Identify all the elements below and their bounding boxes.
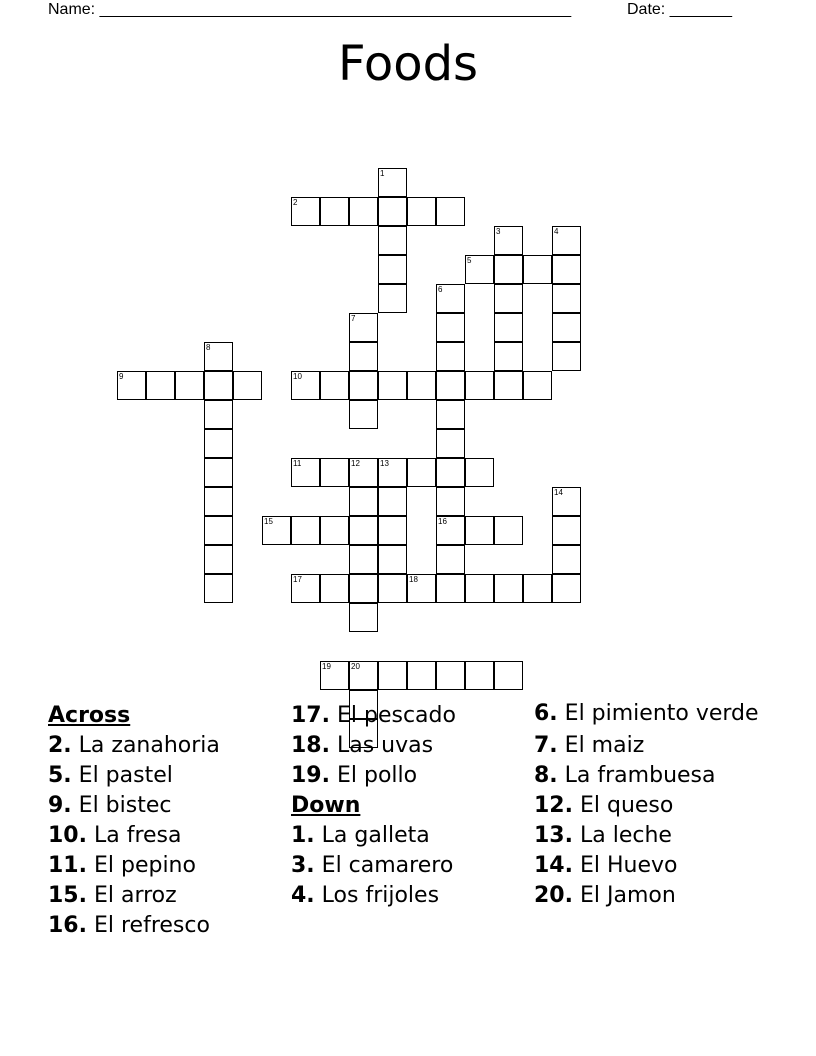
crossword-cell[interactable] bbox=[204, 458, 233, 487]
clue-number: 19 bbox=[322, 662, 331, 671]
crossword-cell[interactable] bbox=[552, 226, 581, 255]
clue-item bbox=[534, 791, 774, 821]
crossword-cell[interactable] bbox=[378, 284, 407, 313]
crossword-cell[interactable] bbox=[552, 284, 581, 313]
crossword-cell[interactable] bbox=[436, 661, 465, 690]
clue-item bbox=[48, 821, 278, 851]
crossword-cell[interactable] bbox=[552, 255, 581, 284]
down-clue-list bbox=[291, 821, 521, 911]
crossword-cell[interactable] bbox=[204, 545, 233, 574]
crossword-cell[interactable] bbox=[436, 342, 465, 371]
clue-text: La zanahoria bbox=[71, 733, 220, 758]
crossword-cell[interactable] bbox=[407, 371, 436, 400]
clue-number-label: 19. bbox=[291, 763, 330, 788]
clue-number-label: 18. bbox=[291, 733, 330, 758]
clue-number: 17 bbox=[293, 575, 302, 584]
crossword-cell[interactable] bbox=[291, 516, 320, 545]
clue-text: El pimiento verde bbox=[557, 701, 759, 726]
clue-number-label: 10. bbox=[48, 823, 87, 848]
crossword-cell[interactable] bbox=[407, 661, 436, 690]
crossword-cell[interactable] bbox=[262, 516, 291, 545]
clue-item bbox=[534, 761, 774, 791]
crossword-cell[interactable] bbox=[436, 313, 465, 342]
clue-number-label: 7. bbox=[534, 733, 558, 758]
clue-number: 10 bbox=[293, 372, 302, 381]
clue-number-label: 1. bbox=[291, 823, 315, 848]
crossword-cell[interactable] bbox=[320, 661, 349, 690]
across-heading: Across bbox=[48, 703, 131, 728]
crossword-cell[interactable] bbox=[175, 371, 204, 400]
clue-text: El bistec bbox=[71, 793, 172, 818]
crossword-cell[interactable] bbox=[465, 661, 494, 690]
clue-item bbox=[291, 881, 521, 911]
clue-number: 7 bbox=[351, 314, 356, 323]
crossword-cell[interactable] bbox=[320, 197, 349, 226]
clue-item bbox=[48, 881, 278, 911]
clue-number: 8 bbox=[206, 343, 211, 352]
crossword-cell[interactable] bbox=[349, 458, 378, 487]
name-field-label: Name: _____________________________________________________ bbox=[48, 1, 572, 18]
crossword-cell[interactable] bbox=[291, 574, 320, 603]
clue-item bbox=[48, 761, 278, 791]
clue-text: El queso bbox=[572, 793, 674, 818]
clue-text: La frambuesa bbox=[557, 763, 716, 788]
crossword-cell[interactable] bbox=[378, 661, 407, 690]
clue-item bbox=[48, 851, 278, 881]
clues-column-2 bbox=[291, 701, 521, 911]
crossword-cell[interactable] bbox=[204, 400, 233, 429]
clue-item bbox=[48, 911, 278, 941]
down-clue-list-continued bbox=[534, 701, 774, 911]
crossword-cell[interactable] bbox=[552, 313, 581, 342]
clues-column-1 bbox=[48, 701, 278, 941]
clue-number-label: 15. bbox=[48, 883, 87, 908]
clue-number-label: 14. bbox=[534, 853, 573, 878]
crossword-cell[interactable] bbox=[552, 342, 581, 371]
crossword-cell[interactable] bbox=[320, 371, 349, 400]
clue-item bbox=[291, 701, 521, 731]
crossword-cell[interactable] bbox=[552, 574, 581, 603]
crossword-cell[interactable] bbox=[378, 197, 407, 226]
crossword-cell[interactable] bbox=[465, 255, 494, 284]
crossword-cell[interactable] bbox=[494, 516, 523, 545]
crossword-cell[interactable] bbox=[378, 371, 407, 400]
crossword-cell[interactable] bbox=[349, 661, 378, 690]
crossword-cell[interactable] bbox=[204, 574, 233, 603]
crossword-cell[interactable] bbox=[349, 400, 378, 429]
crossword-cell[interactable] bbox=[378, 516, 407, 545]
clue-item bbox=[534, 851, 774, 881]
crossword-cell[interactable] bbox=[349, 342, 378, 371]
clue-item bbox=[291, 731, 521, 761]
crossword-cell[interactable] bbox=[349, 197, 378, 226]
clue-number-label: 9. bbox=[48, 793, 72, 818]
clue-item bbox=[291, 761, 521, 791]
crossword-cell[interactable] bbox=[349, 313, 378, 342]
date-field-label: Date: _______ bbox=[627, 1, 732, 18]
crossword-cell[interactable] bbox=[436, 458, 465, 487]
crossword-cell[interactable] bbox=[465, 458, 494, 487]
crossword-cell[interactable] bbox=[552, 545, 581, 574]
clue-text: La leche bbox=[572, 823, 672, 848]
crossword-cell[interactable] bbox=[378, 574, 407, 603]
crossword-cell[interactable] bbox=[320, 516, 349, 545]
crossword-cell[interactable] bbox=[494, 226, 523, 255]
crossword-cell[interactable] bbox=[204, 371, 233, 400]
crossword-cell[interactable] bbox=[349, 371, 378, 400]
clue-number: 20 bbox=[351, 662, 360, 671]
crossword-cell[interactable] bbox=[494, 255, 523, 284]
crossword-cell[interactable] bbox=[465, 516, 494, 545]
crossword-cell[interactable] bbox=[436, 487, 465, 516]
crossword-cell[interactable] bbox=[552, 516, 581, 545]
clue-text: El refresco bbox=[86, 913, 210, 938]
clue-text: La fresa bbox=[86, 823, 182, 848]
clue-number-label: 2. bbox=[48, 733, 72, 758]
clue-number: 11 bbox=[293, 459, 302, 468]
clue-item bbox=[291, 851, 521, 881]
clue-number-label: 4. bbox=[291, 883, 315, 908]
crossword-cell[interactable] bbox=[436, 400, 465, 429]
clue-item bbox=[534, 881, 774, 911]
crossword-cell[interactable] bbox=[378, 545, 407, 574]
crossword-cell[interactable] bbox=[291, 458, 320, 487]
crossword-cell[interactable] bbox=[494, 661, 523, 690]
crossword-cell[interactable] bbox=[552, 487, 581, 516]
crossword-cell[interactable] bbox=[436, 284, 465, 313]
crossword-cell[interactable] bbox=[436, 429, 465, 458]
clue-text: La galleta bbox=[314, 823, 430, 848]
crossword-cell[interactable] bbox=[494, 371, 523, 400]
clue-item bbox=[534, 731, 774, 761]
clue-number-label: 20. bbox=[534, 883, 573, 908]
clue-number: 15 bbox=[264, 517, 273, 526]
crossword-cell[interactable] bbox=[378, 487, 407, 516]
clue-text: El pepino bbox=[86, 853, 196, 878]
clue-number-label: 13. bbox=[534, 823, 573, 848]
crossword-cell[interactable] bbox=[494, 574, 523, 603]
crossword-cell[interactable] bbox=[436, 371, 465, 400]
crossword-cell[interactable] bbox=[494, 342, 523, 371]
crossword-cell[interactable] bbox=[204, 342, 233, 371]
clue-number-label: 17. bbox=[291, 703, 330, 728]
crossword-cell[interactable] bbox=[407, 458, 436, 487]
clue-text: El pescado bbox=[329, 703, 456, 728]
clue-number-label: 11. bbox=[48, 853, 87, 878]
clue-item bbox=[534, 821, 774, 851]
clue-number-label: 5. bbox=[48, 763, 72, 788]
crossword-cell[interactable] bbox=[117, 371, 146, 400]
crossword-cell[interactable] bbox=[523, 371, 552, 400]
clue-number-label: 3. bbox=[291, 853, 315, 878]
clue-number: 1 bbox=[380, 169, 385, 178]
crossword-cell[interactable] bbox=[349, 516, 378, 545]
crossword-cell[interactable] bbox=[378, 226, 407, 255]
page-title: Foods bbox=[337, 36, 479, 92]
crossword-cell[interactable] bbox=[436, 197, 465, 226]
crossword-cell[interactable] bbox=[378, 458, 407, 487]
crossword-cell[interactable] bbox=[465, 371, 494, 400]
crossword-cell[interactable] bbox=[349, 487, 378, 516]
clue-text: El maiz bbox=[557, 733, 645, 758]
crossword-cell[interactable] bbox=[436, 545, 465, 574]
crossword-cell[interactable] bbox=[378, 255, 407, 284]
crossword-cell[interactable] bbox=[436, 574, 465, 603]
crossword-cell[interactable] bbox=[146, 371, 175, 400]
crossword-cell[interactable] bbox=[523, 574, 552, 603]
clue-number-label: 12. bbox=[534, 793, 573, 818]
clue-number: 14 bbox=[554, 488, 563, 497]
crossword-cell[interactable] bbox=[494, 284, 523, 313]
clue-item bbox=[534, 701, 774, 727]
clue-number: 6 bbox=[438, 285, 443, 294]
clue-number: 9 bbox=[119, 372, 124, 381]
clue-text: El Jamon bbox=[572, 883, 676, 908]
crossword-cell[interactable] bbox=[349, 545, 378, 574]
clue-number-label: 16. bbox=[48, 913, 87, 938]
clue-number: 5 bbox=[467, 256, 472, 265]
clue-number: 3 bbox=[496, 227, 501, 236]
crossword-cell[interactable] bbox=[320, 574, 349, 603]
clue-number-label: 8. bbox=[534, 763, 558, 788]
across-clue-list bbox=[48, 731, 278, 941]
crossword-cell[interactable] bbox=[378, 168, 407, 197]
clue-number: 12 bbox=[351, 459, 360, 468]
clue-text: Las uvas bbox=[329, 733, 434, 758]
clues-column-3 bbox=[534, 701, 774, 911]
clue-number: 13 bbox=[380, 459, 389, 468]
crossword-cell[interactable] bbox=[349, 603, 378, 632]
crossword-cell[interactable] bbox=[233, 371, 262, 400]
clue-number: 18 bbox=[409, 575, 418, 584]
crossword-cell[interactable] bbox=[436, 516, 465, 545]
clue-number-label: 6. bbox=[534, 701, 558, 726]
clue-number: 4 bbox=[554, 227, 559, 236]
crossword-cell[interactable] bbox=[349, 574, 378, 603]
crossword-cell[interactable] bbox=[465, 574, 494, 603]
crossword-cell[interactable] bbox=[523, 255, 552, 284]
crossword-cell[interactable] bbox=[494, 313, 523, 342]
crossword-cell[interactable] bbox=[291, 371, 320, 400]
crossword-cell[interactable] bbox=[204, 487, 233, 516]
down-heading: Down bbox=[291, 793, 361, 818]
clue-text: El pastel bbox=[71, 763, 173, 788]
clue-number: 16 bbox=[438, 517, 447, 526]
crossword-cell[interactable] bbox=[204, 516, 233, 545]
clue-text: El pollo bbox=[329, 763, 418, 788]
clue-item bbox=[48, 731, 278, 761]
clue-text: El Huevo bbox=[572, 853, 678, 878]
clue-item bbox=[48, 791, 278, 821]
crossword-cell[interactable] bbox=[407, 574, 436, 603]
crossword-cell[interactable] bbox=[291, 197, 320, 226]
clue-text: Los frijoles bbox=[314, 883, 440, 908]
clue-number: 2 bbox=[293, 198, 298, 207]
clue-item bbox=[291, 821, 521, 851]
crossword-cell[interactable] bbox=[204, 429, 233, 458]
clue-text: El camarero bbox=[314, 853, 454, 878]
crossword-cell[interactable] bbox=[407, 197, 436, 226]
clue-text: El arroz bbox=[86, 883, 177, 908]
across-clue-list-continued bbox=[291, 701, 521, 791]
crossword-cell[interactable] bbox=[320, 458, 349, 487]
